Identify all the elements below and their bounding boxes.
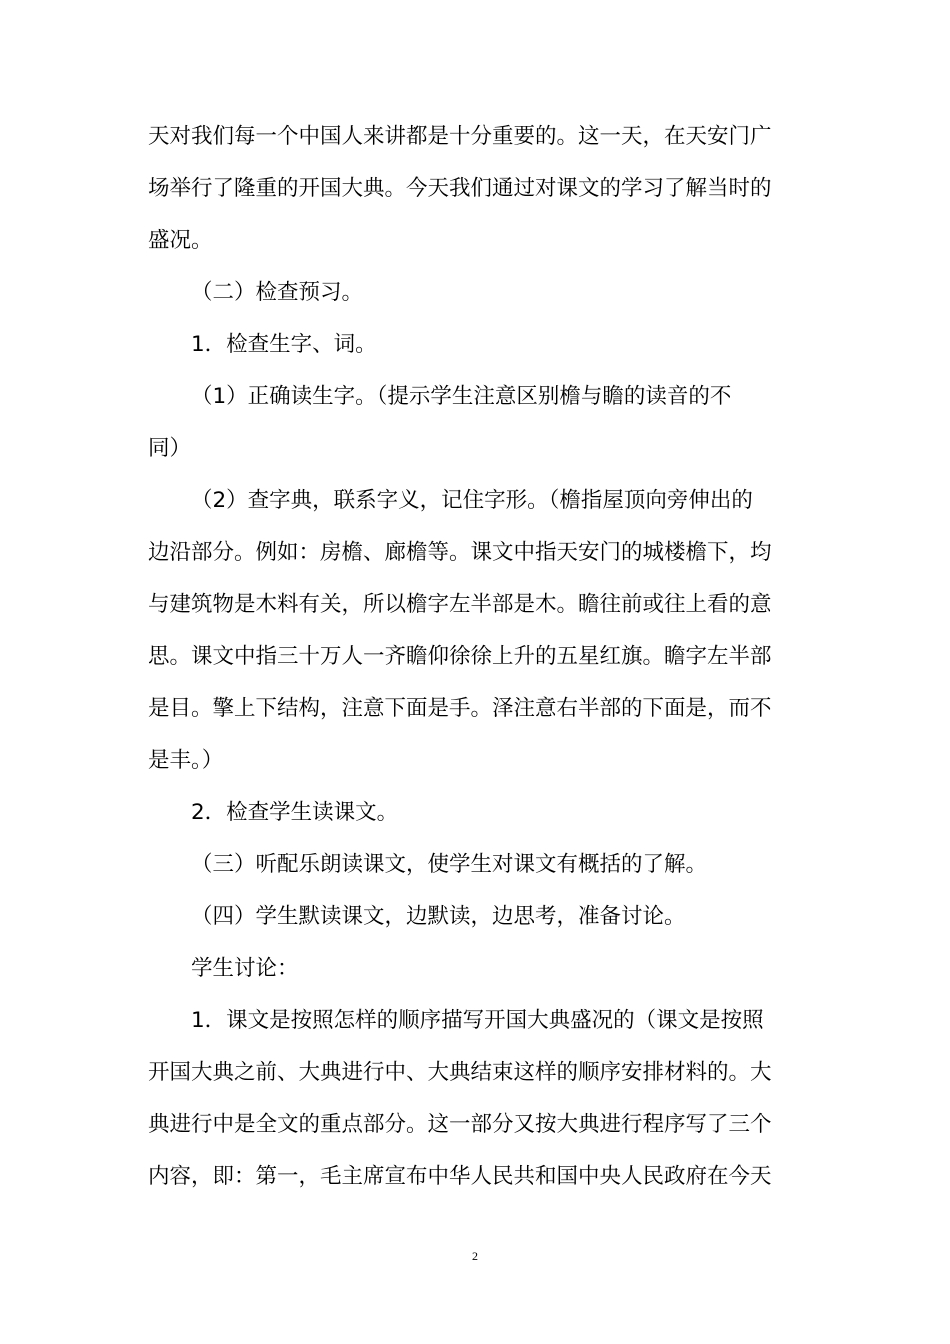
text-line: 1．课文是按照怎样的顺序描写开国大典盛况的（课文是按照 xyxy=(191,1008,764,1033)
text-line: 思。课文中指三十万人一齐瞻仰徐徐上升的五星红旗。瞻字左半部 xyxy=(148,644,772,669)
text-line: 内容，即：第一，毛主席宣布中华人民共和国中央人民政府在今天 xyxy=(148,1164,772,1189)
text-line: （三）听配乐朗读课文，使学生对课文有概括的了解。 xyxy=(191,852,708,877)
text-line: 与建筑物是木料有关，所以檐字左半部是木。瞻往前或往上看的意 xyxy=(148,592,772,617)
text-line: 边沿部分。例如：房檐、廊檐等。课文中指天安门的城楼檐下，均 xyxy=(148,540,772,565)
text-line: （二）检查预习。 xyxy=(191,280,364,305)
text-line: 2．检查学生读课文。 xyxy=(191,800,399,825)
text-line: 1．检查生字、词。 xyxy=(191,332,377,357)
text-line: 是丰。） xyxy=(148,748,224,773)
text-line: （2）查字典，联系字义，记住字形。（檐指屋顶向旁伸出的 xyxy=(191,488,753,513)
text-line: 天对我们每一个中国人来讲都是十分重要的。这一天，在天安门广 xyxy=(148,124,772,149)
text-line: 是目。擎上下结构，注意下面是手。泽注意右半部的下面是，而不 xyxy=(148,696,772,721)
text-line: （1）正确读生字。（提示学生注意区别檐与瞻的读音的不 xyxy=(191,384,732,409)
text-line: （四）学生默读课文，边默读，边思考，准备讨论。 xyxy=(191,904,686,929)
text-line: 典进行中是全文的重点部分。这一部分又按大典进行程序写了三个 xyxy=(148,1112,772,1137)
text-line: 同） xyxy=(148,436,192,461)
text-line: 场举行了隆重的开国大典。今天我们通过对课文的学习了解当时的 xyxy=(148,176,772,201)
text-line: 学生讨论： xyxy=(191,956,299,981)
text-line: 盛况。 xyxy=(148,228,213,253)
body-text xyxy=(148,111,804,1203)
text-line: 开国大典之前、大典进行中、大典结束这样的顺序安排材料的。大 xyxy=(148,1060,772,1085)
page-number: 2 xyxy=(472,1249,478,1263)
